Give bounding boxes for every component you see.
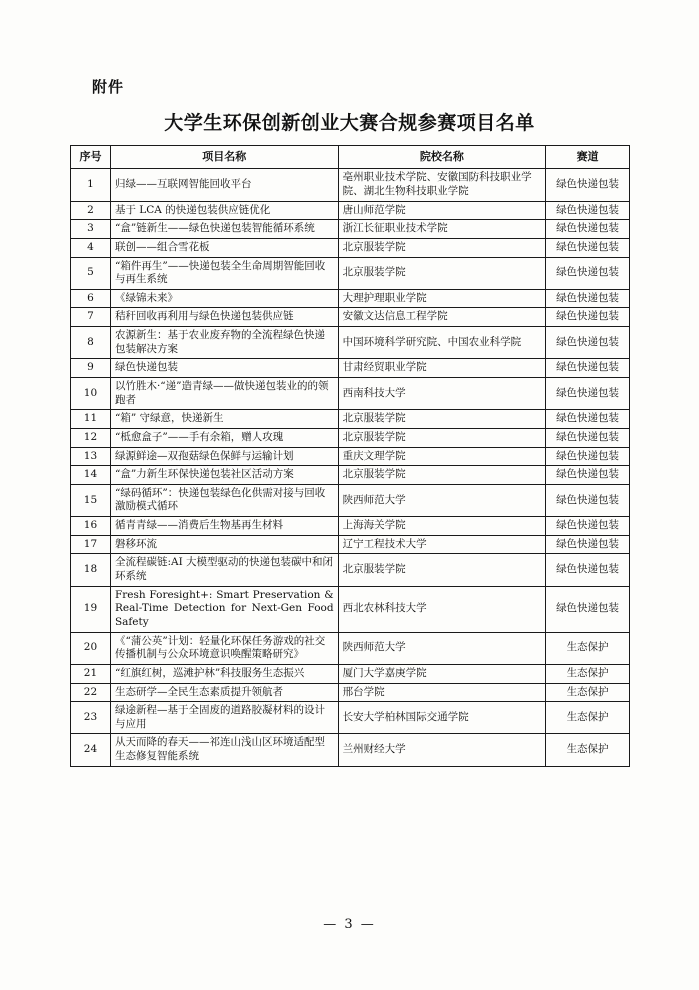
cell-school-name: 西北农林科技大学	[338, 586, 546, 632]
cell-no: 8	[71, 327, 111, 359]
table-row	[71, 169, 630, 201]
table-row	[71, 535, 630, 554]
cell-no: 20	[71, 632, 111, 664]
table-row	[71, 377, 630, 409]
cell-no: 5	[71, 257, 111, 289]
cell-school-name: 北京服装学院	[338, 257, 546, 289]
table-row	[71, 220, 630, 239]
table-row	[71, 238, 630, 257]
cell-no: 11	[71, 410, 111, 429]
cell-school-name: 陕西师范大学	[338, 632, 546, 664]
cell-track: 绿色快递包装	[546, 554, 630, 586]
table-row	[71, 734, 630, 766]
cell-project-name: 磐移环流	[110, 535, 338, 554]
cell-no: 22	[71, 683, 111, 702]
cell-track: 绿色快递包装	[546, 359, 630, 378]
cell-no: 2	[71, 201, 111, 220]
cell-project-name: “红旗红树，巡滩护林”科技服务生态振兴	[110, 664, 338, 683]
table-row	[71, 702, 630, 734]
cell-track: 绿色快递包装	[546, 410, 630, 429]
cell-project-name: 基于 LCA 的快递包装供应链优化	[110, 201, 338, 220]
column-header-project: 项目名称	[110, 146, 338, 169]
cell-no: 10	[71, 377, 111, 409]
cell-track: 绿色快递包装	[546, 201, 630, 220]
cell-track: 绿色快递包装	[546, 586, 630, 632]
cell-project-name: 从天而降的春天——祁连山浅山区环境适配型生态修复智能系统	[110, 734, 338, 766]
cell-project-name: 绿色快递包装	[110, 359, 338, 378]
cell-school-name: 北京服装学院	[338, 238, 546, 257]
cell-no: 21	[71, 664, 111, 683]
cell-school-name: 大理护理职业学院	[338, 289, 546, 308]
project-listing-table	[70, 145, 630, 767]
cell-project-name: “箱件再生”——快递包装全生命周期智能回收与再生系统	[110, 257, 338, 289]
cell-school-name: 甘肃经贸职业学院	[338, 359, 546, 378]
cell-track: 绿色快递包装	[546, 169, 630, 201]
cell-no: 6	[71, 289, 111, 308]
cell-track: 生态保护	[546, 632, 630, 664]
table-row	[71, 257, 630, 289]
table-row	[71, 632, 630, 664]
cell-track: 生态保护	[546, 664, 630, 683]
table-row	[71, 428, 630, 447]
cell-school-name: 亳州职业技术学院、安徽国防科技职业学院、湖北生物科技职业学院	[338, 169, 546, 201]
cell-no: 9	[71, 359, 111, 378]
table-row	[71, 447, 630, 466]
cell-project-name: 绿途新程—基于全固废的道路胶凝材料的设计与应用	[110, 702, 338, 734]
cell-no: 7	[71, 308, 111, 327]
cell-no: 24	[71, 734, 111, 766]
cell-track: 生态保护	[546, 702, 630, 734]
cell-track: 绿色快递包装	[546, 517, 630, 536]
cell-project-name: 《“蒲公英”计划：轻量化环保任务游戏的社交传播机制与公众环境意识唤醒策略研究》	[110, 632, 338, 664]
cell-school-name: 安徽文达信息工程学院	[338, 308, 546, 327]
table-header-row	[71, 146, 630, 169]
cell-school-name: 北京服装学院	[338, 410, 546, 429]
cell-project-name: 秸秆回收再利用与绿色快递包装供应链	[110, 308, 338, 327]
cell-project-name: 循青青绿——消费后生物基再生材料	[110, 517, 338, 536]
table-row	[71, 308, 630, 327]
cell-track: 绿色快递包装	[546, 428, 630, 447]
page-title: 大学生环保创新创业大赛合规参赛项目名单	[164, 112, 535, 134]
cell-school-name: 重庆文理学院	[338, 447, 546, 466]
cell-project-name: 绿源鲜途—双孢菇绿色保鲜与运输计划	[110, 447, 338, 466]
cell-no: 19	[71, 586, 111, 632]
cell-track: 绿色快递包装	[546, 289, 630, 308]
cell-track: 绿色快递包装	[546, 447, 630, 466]
cell-no: 15	[71, 484, 111, 516]
cell-school-name: 北京服装学院	[338, 466, 546, 485]
table-row	[71, 289, 630, 308]
cell-no: 13	[71, 447, 111, 466]
cell-project-name: 《绿锦未来》	[110, 289, 338, 308]
cell-no: 3	[71, 220, 111, 239]
table-row	[71, 517, 630, 536]
cell-school-name: 厦门大学嘉庚学院	[338, 664, 546, 683]
cell-school-name: 北京服装学院	[338, 428, 546, 447]
table-row	[71, 359, 630, 378]
cell-project-name: 生态研学—全民生态素质提升领航者	[110, 683, 338, 702]
cell-track: 绿色快递包装	[546, 535, 630, 554]
cell-project-name: 归绿——互联网智能回收平台	[110, 169, 338, 201]
cell-project-name: “柢愈盒子”——手有余箱，赠人攻瑰	[110, 428, 338, 447]
table-row	[71, 484, 630, 516]
cell-project-name: “绿码循环”：快递包装绿色化供需对接与回收激励模式循环	[110, 484, 338, 516]
cell-school-name: 邢台学院	[338, 683, 546, 702]
table-row	[71, 683, 630, 702]
cell-no: 16	[71, 517, 111, 536]
cell-school-name: 长安大学柏林国际交通学院	[338, 702, 546, 734]
cell-project-name: 联创——组合雪花板	[110, 238, 338, 257]
cell-school-name: 浙江长征职业技术学院	[338, 220, 546, 239]
cell-track: 生态保护	[546, 734, 630, 766]
table-row	[71, 586, 630, 632]
cell-project-name: Fresh Foresight+: Smart Preservation & Real-Time Detection for Next-Gen Food Safety	[110, 586, 338, 632]
cell-no: 23	[71, 702, 111, 734]
cell-school-name: 辽宁工程技术大学	[338, 535, 546, 554]
cell-project-name: “箱” 守绿意，快递新生	[110, 410, 338, 429]
cell-school-name: 上海海关学院	[338, 517, 546, 536]
cell-track: 生态保护	[546, 683, 630, 702]
cell-school-name: 西南科技大学	[338, 377, 546, 409]
cell-track: 绿色快递包装	[546, 484, 630, 516]
cell-no: 18	[71, 554, 111, 586]
cell-no: 1	[71, 169, 111, 201]
cell-track: 绿色快递包装	[546, 308, 630, 327]
column-header-track: 赛道	[546, 146, 630, 169]
cell-school-name: 陕西师范大学	[338, 484, 546, 516]
cell-track: 绿色快递包装	[546, 377, 630, 409]
table-row	[71, 201, 630, 220]
cell-track: 绿色快递包装	[546, 466, 630, 485]
column-header-no: 序号	[71, 146, 111, 169]
cell-no: 17	[71, 535, 111, 554]
cell-project-name: 农源新生：基于农业废弃物的全流程绿色快递包装解决方案	[110, 327, 338, 359]
attachment-label: 附件	[92, 78, 125, 96]
cell-project-name: “盒”链新生——绿色快递包装智能循环系统	[110, 220, 338, 239]
table-row	[71, 664, 630, 683]
cell-project-name: “盒”力新生环保快递包装社区活动方案	[110, 466, 338, 485]
table-row	[71, 410, 630, 429]
table-row	[71, 327, 630, 359]
cell-track: 绿色快递包装	[546, 238, 630, 257]
cell-no: 12	[71, 428, 111, 447]
cell-track: 绿色快递包装	[546, 220, 630, 239]
cell-project-name: 全流程碳链:AI 大模型驱动的快递包装碳中和闭环系统	[110, 554, 338, 586]
cell-track: 绿色快递包装	[546, 257, 630, 289]
page-number: — 3 —	[323, 917, 376, 932]
table-row	[71, 466, 630, 485]
cell-school-name: 北京服装学院	[338, 554, 546, 586]
cell-school-name: 唐山师范学院	[338, 201, 546, 220]
cell-no: 4	[71, 238, 111, 257]
cell-no: 14	[71, 466, 111, 485]
cell-project-name: 以竹胜木·“递”造青绿——做快递包装业的的领跑者	[110, 377, 338, 409]
column-header-school: 院校名称	[338, 146, 546, 169]
table-row	[71, 554, 630, 586]
cell-school-name: 兰州财经大学	[338, 734, 546, 766]
cell-track: 绿色快递包装	[546, 327, 630, 359]
cell-school-name: 中国环境科学研究院、中国农业科学院	[338, 327, 546, 359]
